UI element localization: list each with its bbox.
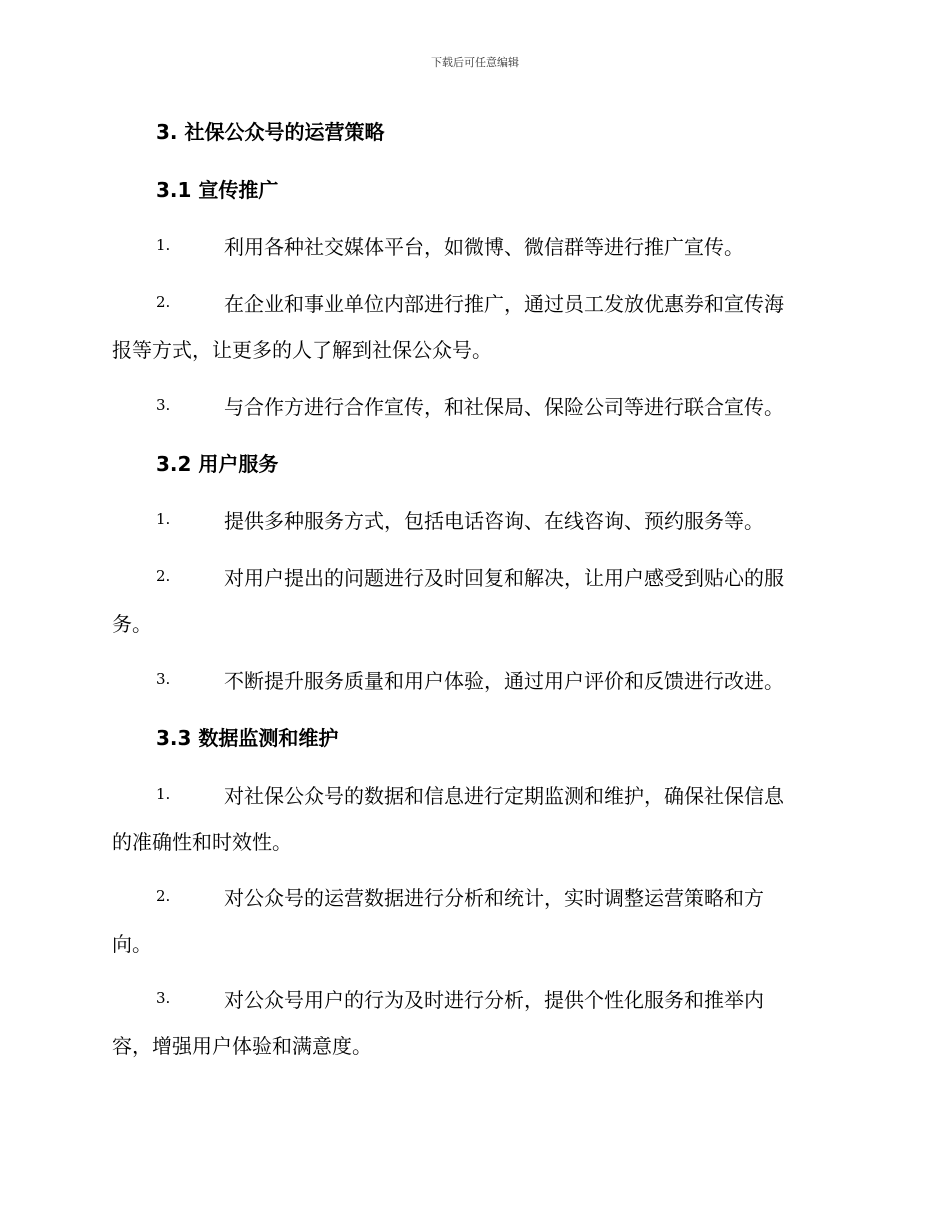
list-item-text: 报等方式，让更多的人了解到社保公众号。 (112, 338, 492, 362)
list-number: 3. (156, 989, 171, 1007)
list-number: 2. (156, 567, 171, 585)
list-item-text: 向。 (112, 932, 152, 956)
subsection-heading: 3.1 宣传推广 (156, 178, 279, 202)
list-item-text: 对社保公众号的数据和信息进行定期监测和维护，确保社保信息 (224, 784, 784, 808)
list-item-text: 容，增强用户体验和满意度。 (112, 1034, 372, 1058)
list-item-text: 对用户提出的问题进行及时回复和解决，让用户感受到贴心的服 (224, 566, 784, 590)
list-number: 2. (156, 887, 171, 905)
list-item-text: 与合作方进行合作宣传，和社保局、保险公司等进行联合宣传。 (224, 395, 784, 419)
list-number: 2. (156, 293, 171, 311)
list-number: 3. (156, 670, 171, 688)
subsection-heading: 3.2 用户服务 (156, 452, 279, 476)
list-item-text: 在企业和事业单位内部进行推广，通过员工发放优惠券和宣传海 (224, 292, 784, 316)
list-item-text: 对公众号用户的行为及时进行分析，提供个性化服务和推举内 (224, 988, 764, 1012)
list-number: 1. (156, 785, 171, 803)
list-item-text: 对公众号的运营数据进行分析和统计，实时调整运营策略和方 (224, 886, 764, 910)
list-item-text: 利用各种社交媒体平台，如微博、微信群等进行推广宣传。 (224, 235, 744, 259)
list-item-text: 的准确性和时效性。 (112, 830, 292, 854)
list-number: 3. (156, 396, 171, 414)
list-item-text: 不断提升服务质量和用户体验，通过用户评价和反馈进行改进。 (224, 669, 784, 693)
list-number: 1. (156, 236, 171, 254)
list-number: 1. (156, 510, 171, 528)
list-item-text: 务。 (112, 612, 152, 636)
section-title: 3. 社保公众号的运营策略 (156, 120, 385, 144)
page-header: 下载后可任意编辑 (431, 56, 519, 69)
list-item-text: 提供多种服务方式，包括电话咨询、在线咨询、预约服务等。 (224, 509, 764, 533)
subsection-heading: 3.3 数据监测和维护 (156, 726, 339, 750)
